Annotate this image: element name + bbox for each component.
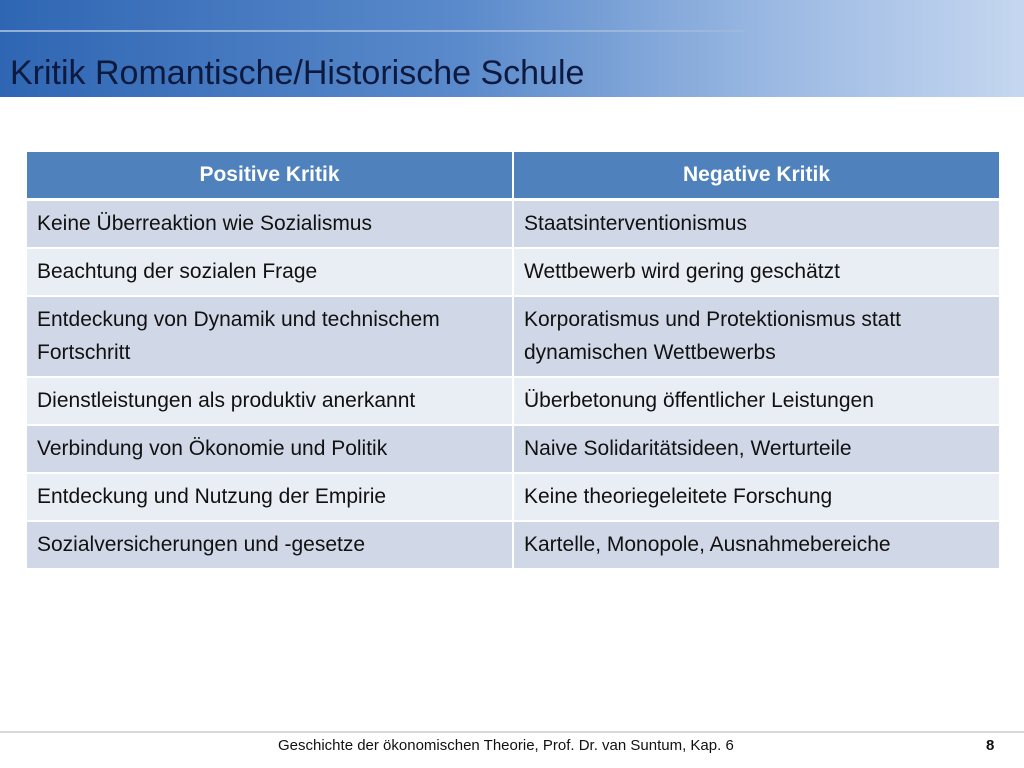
table-row bbox=[26, 248, 1000, 296]
positive-cell: Sozialversicherungen und -gesetze bbox=[26, 521, 513, 569]
table-row bbox=[26, 473, 1000, 521]
footer-rule bbox=[0, 731, 1024, 733]
header-positive-kritik: Positive Kritik bbox=[26, 152, 513, 200]
positive-cell: Verbindung von Ökonomie und Politik bbox=[26, 425, 513, 473]
positive-cell: Dienstleistungen als produktiv anerkannt bbox=[26, 377, 513, 425]
table-row bbox=[26, 296, 1000, 377]
footer-text: Geschichte der ökonomischen Theorie, Prof. Dr. van Suntum, Kap. 6 bbox=[278, 737, 734, 754]
positive-cell: Entdeckung von Dynamik und technischem Fortschritt bbox=[26, 296, 513, 377]
negative-cell: Naive Solidaritätsideen, Werturteile bbox=[513, 425, 1000, 473]
table-row bbox=[26, 521, 1000, 569]
table-header-row bbox=[26, 152, 1000, 200]
header-rule bbox=[0, 30, 745, 32]
positive-cell: Beachtung der sozialen Frage bbox=[26, 248, 513, 296]
table-row bbox=[26, 200, 1000, 249]
table-row bbox=[26, 377, 1000, 425]
negative-cell: Staatsinterventionismus bbox=[513, 200, 1000, 249]
negative-cell: Korporatismus und Protektionismus statt dynamischen Wettbewerbs bbox=[513, 296, 1000, 377]
page-number: 8 bbox=[986, 737, 995, 754]
header-negative-kritik: Negative Kritik bbox=[513, 152, 1000, 200]
negative-cell: Kartelle, Monopole, Ausnahmebereiche bbox=[513, 521, 1000, 569]
positive-cell: Entdeckung und Nutzung der Empirie bbox=[26, 473, 513, 521]
negative-cell: Wettbewerb wird gering geschätzt bbox=[513, 248, 1000, 296]
negative-cell: Keine theoriegeleitete Forschung bbox=[513, 473, 1000, 521]
positive-cell: Keine Überreaktion wie Sozialismus bbox=[26, 200, 513, 249]
table-row bbox=[26, 425, 1000, 473]
comparison-table bbox=[25, 152, 1001, 570]
page-title: Kritik Romantische/Historische Schule bbox=[10, 54, 585, 92]
negative-cell: Überbetonung öffentlicher Leistungen bbox=[513, 377, 1000, 425]
